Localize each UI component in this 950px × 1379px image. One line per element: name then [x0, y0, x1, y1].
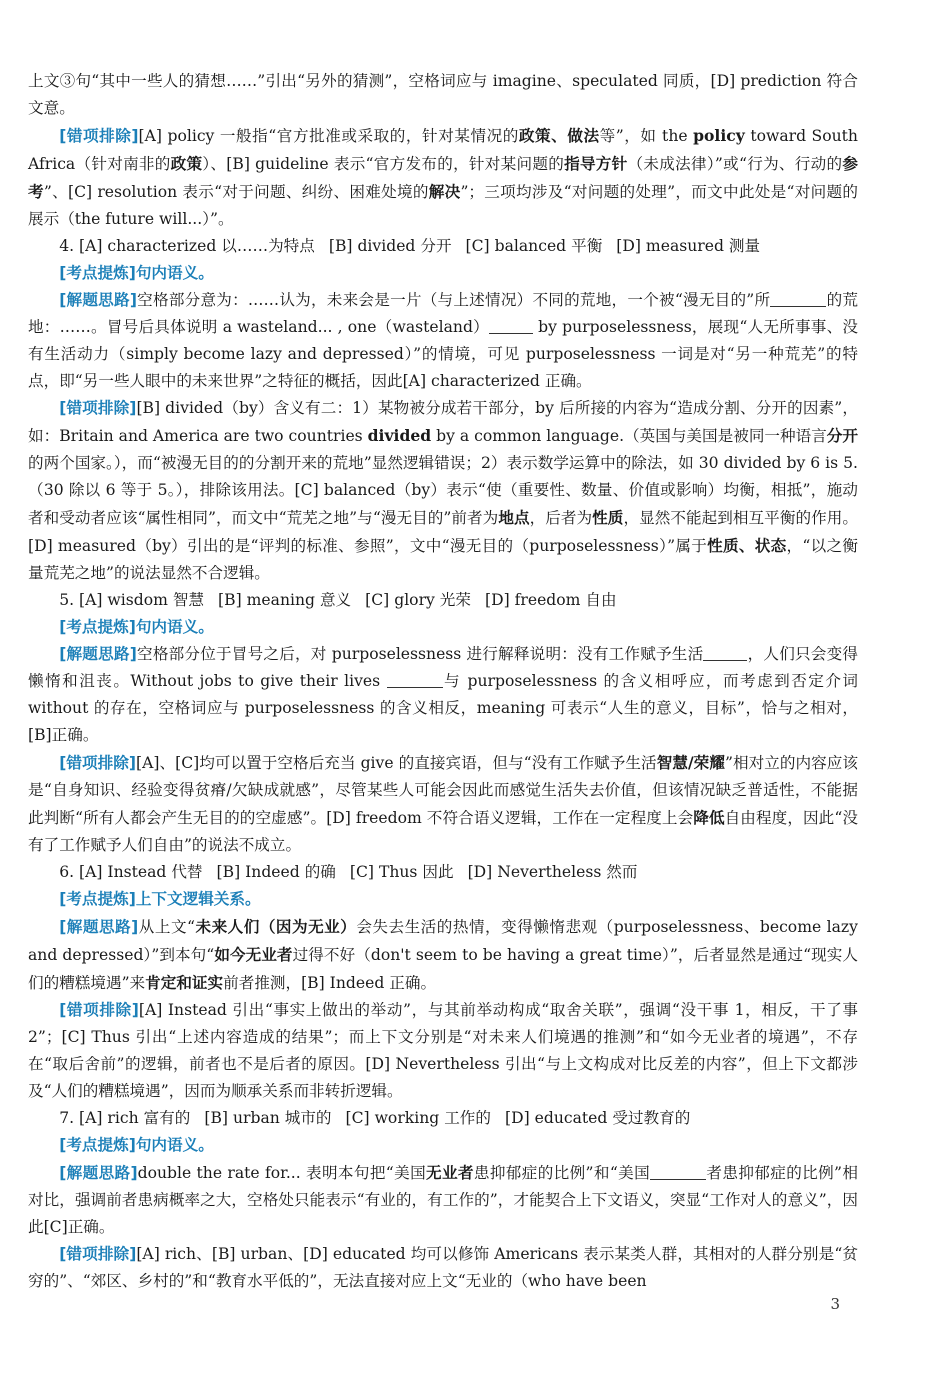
key-point-tag: [考点提炼] — [59, 618, 136, 636]
q4-option-b: [B] divided 分开 — [328, 237, 452, 255]
q5-option-a: 5. [A] wisdom 智慧 — [59, 591, 205, 609]
q5-error-elimination: [错项排除][A]、[C]均可以置于空格后充当 give 的直接宾语，但与“没有工作赋予生活智慧/荣耀”相对立的内容应该是“自身知识、经验变得贫瘠/欠缺成就感”，尽管某些人可能会因此而感觉生活失去价值，但该情况缺乏普适性，不能据此判断“所有人都会产生无目的的空虚感”。[D] freedom 不符合语义逻辑，工作在一定程度上会降低自由程度，因此“没有了工作赋予人们自由”的说法不成立。 — [28, 753, 858, 854]
error-elimination-tag: [错项排除] — [59, 399, 137, 417]
blank-line — [770, 290, 826, 307]
q7-options — [28, 1105, 858, 1132]
q7-option-d: [D] educated 受过教育的 — [504, 1109, 691, 1127]
q7-option-a: 7. [A] rich 富有的 — [59, 1109, 191, 1127]
q4-error-elimination: [错项排除][B] divided（by）含义有二：1）某物被分成若干部分，by 后所接的内容为“造成分割、分开的因素”，如：Britain and America are two countries divided by a common language.（英国与美国是被同一种语言分开的两个国家。），而“被漫无目的的分割开来的荒地”显然逻辑错误；2）表示数学运算中的除法，如 30 divided by 6 is 5.（30 除以 6 等于 5。），排除该用法。[C] balanced（by）表示“使（重要性、数量、价值或影响）均衡，相抵”，施动者和受动者应该“属性相同”，而文中“荒芜之地”与“漫无目的”前者为地点，后者为性质，显然不能起到相互平衡的作用。[D] measured（by）引出的是“评判的标准、参照”，文中“漫无目的（purposelessness）”属于性质、状态，“以之衡量荒芜之地”的说法显然不合逻辑。 — [28, 399, 858, 582]
q5-options — [28, 587, 858, 614]
key-point-tag: [考点提炼] — [59, 1136, 136, 1154]
q4-key-point: [考点提炼]句内语义。 — [59, 264, 214, 282]
page-number: 3 — [830, 1295, 840, 1313]
q3-error-elimination: [错项排除][A] policy 一般指“官方批准或采取的，针对某情况的政策、做法等”，如 the policy toward South Africa（针对南非的政策）、[B] guideline 表示“官方发布的，针对某问题的指导方针（未成法律）”或“行为、行动的参考”、[C] resolution 表示“对于问题、纠纷、困难处境的解决”；三项均涉及“对问题的处理”，而文中此处是“对问题的展示（the future will...）”。 — [28, 126, 858, 228]
q7-key-point: [考点提炼]句内语义。 — [59, 1136, 214, 1154]
q4-option-c: [C] balanced 平衡 — [465, 237, 603, 255]
q6-option-d: [D] Nevertheless 然而 — [467, 863, 638, 881]
blank-line — [387, 671, 443, 688]
q5-option-d: [D] freedom 自由 — [484, 591, 617, 609]
q6-options — [28, 859, 858, 886]
error-elimination-tag: [错项排除] — [59, 127, 139, 145]
q6-key-point: [考点提炼]上下文逻辑关系。 — [59, 890, 261, 908]
q5-solution: [解题思路]空格部分位于冒号之后，对 purposelessness 进行解释说明：没有工作赋予生活 ，人们只会变得懒惰和沮丧。Without jobs to give their lives 与 purposelessness 的含义相呼应，而考虑到否定介词 without 的存在，空格词应与 purposelessness 的含义相反，meaning 可表示“人生的意义，目标”，恰与之相对，[B]正确。 — [28, 645, 858, 744]
q6-option-a: 6. [A] Instead 代替 — [59, 863, 203, 881]
blank-line — [650, 1163, 706, 1180]
q6-option-b: [B] Indeed 的确 — [216, 863, 336, 881]
solution-tag: [解题思路] — [59, 918, 139, 936]
q4-options — [28, 233, 858, 260]
q6-solution: [解题思路]从上文“未来人们（因为无业）会失去生活的热情，变得懒惰悲观（purposelessness、become lazy and depressed）”到本句“如今无业者过得不好（don't seem to be having a great time）”，后者显然是通过“现实人们的糟糕境遇”来肯定和证实前者推测，[B] Indeed 正确。 — [28, 917, 858, 992]
error-elimination-tag: [错项排除] — [59, 1245, 137, 1263]
solution-tag: [解题思路] — [59, 1164, 138, 1182]
q7-option-c: [C] working 工作的 — [345, 1109, 491, 1127]
solution-tag: [解题思路] — [59, 291, 137, 309]
q6-error-elimination: [错项排除][A] Instead 引出“事实上做出的举动”，与其前举动构成“取舍关联”，强调“没干事 1，相反，干了事 2”；[C] Thus 引出“上述内容造成的结果”；而上下文分别是“对未来人们境遇的推测”和“如今无业者的境遇”，不存在“取后舍前”的逻辑，前者也不是后者的原因。[D] Nevertheless 引出“与上文构成对比反差的内容”，但上下文都涉及“人们的糟糕境遇”，因而为顺承关系而非转折逻辑。 — [28, 1001, 858, 1100]
q4-option-d: [D] measured 测量 — [616, 237, 761, 255]
q5-key-point: [考点提炼]句内语义。 — [59, 618, 214, 636]
error-elimination-tag: [错项排除] — [59, 754, 137, 772]
error-elimination-tag: [错项排除] — [59, 1001, 139, 1019]
q4-option-a: 4. [A] characterized 以……为特点 — [59, 237, 315, 255]
q7-option-b: [B] urban 城市的 — [204, 1109, 332, 1127]
key-point-tag: [考点提炼] — [59, 890, 136, 908]
q7-error-elimination: [错项排除][A] rich、[B] urban、[D] educated 均可以修饰 Americans 表示某类人群，其相对的人群分别是“贫穷的”、“郊区、乡村的”和“教育水平低的”，无法直接对应上文“无业的（who have been — [28, 1245, 858, 1290]
solution-tag: [解题思路] — [59, 645, 137, 663]
q5-option-b: [B] meaning 意义 — [218, 591, 352, 609]
paragraph-q3-conclusion: 上文③句“其中一些人的猜想……”引出“另外的猜测”，空格词应与 imagine、speculated 同质，[D] prediction 符合文意。 — [28, 72, 858, 117]
q7-solution: [解题思路]double the rate for... 表明本句把“美国无业者患抑郁症的比例”和“美国 者患抑郁症的比例”相对比，强调前者患病概率之大，空格处只能表示“有业的，有工作的”，才能契合上下文语义，突显“工作对人的意义”，因此[C]正确。 — [28, 1163, 858, 1236]
q6-option-c: [C] Thus 因此 — [349, 863, 454, 881]
key-point-tag: [考点提炼] — [59, 264, 136, 282]
q4-solution: [解题思路]空格部分意为：……认为，未来会是一片（与上述情况）不同的荒地，一个被“漫无目的”所 的荒地：……。冒号后具体说明 a wasteland... , one（wasteland） by purposelessness，展现“人无所事事、没有生活动力（simply become lazy and depressed）”的情境，可见 purposelessness 一词是对“另一种荒芜”的特点，即“另一些人眼中的未来世界”之特征的概括，因此[A] characterized 正确。 — [28, 291, 858, 390]
blank-line — [703, 644, 747, 661]
blank-line — [489, 317, 533, 334]
q5-option-c: [C] glory 光荣 — [365, 591, 471, 609]
